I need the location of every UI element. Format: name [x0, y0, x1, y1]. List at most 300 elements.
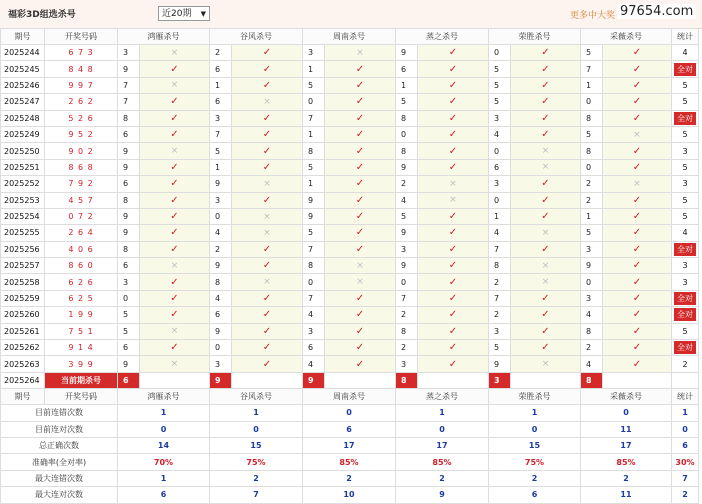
kill-value-cell: 8	[118, 110, 140, 126]
kill-value-cell: 2	[396, 340, 418, 356]
check-icon: ✓	[632, 342, 642, 354]
kill-value-cell: 0	[581, 159, 603, 175]
result-cell	[140, 77, 210, 93]
result-cell	[325, 126, 396, 142]
result-cell	[511, 356, 581, 372]
stat-value: 11	[581, 487, 672, 503]
check-icon: ✓	[355, 309, 365, 321]
kill-value-cell: 9	[118, 61, 140, 77]
stat-value: 0	[118, 421, 210, 437]
stats-row	[1, 421, 699, 437]
period-cell: 2025245	[1, 61, 45, 77]
kill-value-cell: 8	[489, 258, 511, 274]
col-method: 谷风杀号	[210, 389, 303, 405]
kill-value-cell: 3	[489, 176, 511, 192]
col-total: 统计	[672, 29, 699, 45]
kill-value-cell: 7	[396, 290, 418, 306]
total-cell	[672, 274, 699, 290]
col-method: 鸿雁杀号	[118, 29, 210, 45]
check-icon: ✓	[448, 325, 458, 337]
kill-value-cell: 1	[396, 77, 418, 93]
table-row	[1, 126, 699, 142]
table-row	[1, 323, 699, 339]
period-cell: 2025261	[1, 323, 45, 339]
total-value: 5	[682, 326, 688, 336]
stat-label: 目前连错次数	[1, 405, 118, 421]
period-cell: 2025246	[1, 77, 45, 93]
check-icon: ✓	[448, 293, 458, 305]
stat-label: 目前连对次数	[1, 421, 118, 437]
kill-value-cell: 9	[210, 176, 232, 192]
check-icon: ✓	[632, 47, 642, 59]
result-cell	[325, 110, 396, 126]
col-number: 开奖号码	[45, 389, 118, 405]
draw-number-cell: 4 5 7	[45, 192, 118, 208]
result-cell	[232, 208, 303, 224]
stat-value: 17	[303, 437, 396, 453]
kill-value-cell: 6	[210, 61, 232, 77]
check-icon: ✓	[170, 63, 179, 75]
kill-value-cell: 4	[210, 290, 232, 306]
result-cell	[232, 323, 303, 339]
result-cell	[325, 159, 396, 175]
total-value: 3	[682, 179, 688, 189]
kill-value-cell: 4	[303, 307, 325, 323]
total-cell	[672, 258, 699, 274]
kill-value-cell: 8	[396, 323, 418, 339]
kill-value-cell: 7	[303, 290, 325, 306]
check-icon: ✓	[448, 112, 458, 124]
check-icon: ✓	[170, 293, 179, 305]
kill-value-cell: 7	[118, 94, 140, 110]
check-icon: ✓	[448, 145, 458, 157]
watermark: 97654.com	[617, 4, 696, 19]
kill-value-cell: 2	[489, 274, 511, 290]
stat-value: 6	[118, 487, 210, 503]
result-cell	[140, 176, 210, 192]
check-icon: ✓	[170, 129, 179, 141]
result-cell	[511, 77, 581, 93]
cross-icon: ×	[356, 260, 364, 271]
total-cell	[672, 340, 699, 356]
kill-value-cell: 7	[489, 290, 511, 306]
result-cell	[140, 45, 210, 61]
result-cell	[232, 159, 303, 175]
total-value: 3	[682, 261, 688, 271]
kill-value-cell: 2	[210, 45, 232, 61]
total-cell	[672, 61, 699, 77]
stat-value: 85%	[303, 454, 396, 470]
result-cell	[232, 241, 303, 257]
draw-number-cell: 6 7 3	[45, 45, 118, 61]
check-icon: ✓	[262, 325, 272, 337]
check-icon: ✓	[262, 47, 272, 59]
kill-value-cell: 5	[489, 77, 511, 93]
cross-icon: ×	[541, 359, 550, 370]
table-row	[1, 159, 699, 175]
result-cell	[418, 307, 489, 323]
check-icon: ✓	[262, 194, 272, 206]
draw-number-cell: 5 2 6	[45, 110, 118, 126]
kill-value-cell: 8	[303, 258, 325, 274]
kill-value-cell: 7	[210, 126, 232, 142]
kill-value-cell: 5	[303, 159, 325, 175]
result-cell	[418, 143, 489, 159]
empty-cell	[672, 372, 699, 388]
result-cell	[603, 258, 672, 274]
result-cell	[140, 241, 210, 257]
kill-value-cell: 8	[118, 241, 140, 257]
check-icon: ✓	[448, 342, 458, 354]
cross-icon: ×	[633, 129, 641, 140]
result-cell	[232, 94, 303, 110]
total-cell	[672, 176, 699, 192]
result-cell	[232, 356, 303, 372]
result-cell	[511, 323, 581, 339]
kill-value-cell: 9	[396, 45, 418, 61]
kill-value-cell: 7	[303, 241, 325, 257]
cross-icon: ×	[356, 47, 364, 58]
check-icon: ✓	[541, 47, 550, 59]
check-icon: ✓	[448, 96, 458, 108]
check-icon: ✓	[632, 309, 642, 321]
result-cell	[232, 307, 303, 323]
current-kill-value: 6	[118, 372, 140, 388]
result-cell	[418, 241, 489, 257]
result-cell	[232, 258, 303, 274]
result-cell	[232, 290, 303, 306]
stat-value: 2	[396, 470, 489, 486]
result-cell	[232, 61, 303, 77]
col-method: 蒸之杀号	[396, 29, 489, 45]
stat-label: 最大连对次数	[1, 487, 118, 503]
kill-value-cell: 5	[396, 208, 418, 224]
kill-value-cell: 8	[396, 110, 418, 126]
result-cell	[603, 126, 672, 142]
result-cell	[140, 143, 210, 159]
result-cell	[325, 356, 396, 372]
current-period-cell: 2025264	[1, 372, 45, 388]
result-cell	[418, 110, 489, 126]
cross-icon: ×	[263, 178, 271, 189]
check-icon: ✓	[448, 47, 458, 59]
kill-value-cell: 8	[396, 143, 418, 159]
kill-value-cell: 2	[581, 176, 603, 192]
stat-value: 9	[396, 487, 489, 503]
check-icon: ✓	[262, 145, 272, 157]
result-cell	[325, 290, 396, 306]
cross-icon: ×	[541, 146, 550, 157]
result-cell	[232, 126, 303, 142]
result-cell	[140, 126, 210, 142]
empty-cell	[603, 372, 672, 388]
check-icon: ✓	[541, 243, 550, 255]
total-cell	[672, 192, 699, 208]
check-icon: ✓	[541, 79, 550, 91]
check-icon: ✓	[632, 161, 642, 173]
check-icon: ✓	[632, 227, 642, 239]
stat-value: 10	[303, 487, 396, 503]
result-cell	[418, 77, 489, 93]
total-value: 5	[682, 162, 688, 172]
kill-value-cell: 0	[489, 143, 511, 159]
total-cell	[672, 323, 699, 339]
kill-value-cell: 9	[210, 323, 232, 339]
kill-value-cell: 0	[210, 340, 232, 356]
total-cell	[672, 94, 699, 110]
total-cell	[672, 307, 699, 323]
check-icon: ✓	[262, 63, 272, 75]
check-icon: ✓	[355, 79, 365, 91]
result-cell	[418, 258, 489, 274]
table-body	[1, 29, 699, 504]
check-icon: ✓	[355, 161, 365, 173]
period-select[interactable]	[158, 6, 210, 21]
check-icon: ✓	[541, 194, 550, 206]
table-row	[1, 45, 699, 61]
kill-value-cell: 1	[210, 159, 232, 175]
result-cell	[325, 94, 396, 110]
check-icon: ✓	[632, 194, 642, 206]
col-method: 蒸之杀号	[396, 389, 489, 405]
kill-value-cell: 8	[581, 323, 603, 339]
kill-value-cell: 6	[210, 94, 232, 110]
check-icon: ✓	[541, 129, 550, 141]
stat-value: 1	[118, 470, 210, 486]
kill-value-cell: 0	[581, 274, 603, 290]
kill-value-cell: 4	[303, 356, 325, 372]
total-cell	[672, 110, 699, 126]
empty-cell	[232, 372, 303, 388]
draw-number-cell: 9 9 7	[45, 77, 118, 93]
all-correct-badge: 全对	[674, 292, 696, 305]
stat-value: 11	[581, 421, 672, 437]
stat-total: 2	[672, 487, 699, 503]
result-cell	[418, 208, 489, 224]
table-row	[1, 258, 699, 274]
result-cell	[325, 143, 396, 159]
total-cell	[672, 290, 699, 306]
stat-value: 15	[489, 437, 581, 453]
result-cell	[232, 143, 303, 159]
kill-value-cell: 9	[303, 208, 325, 224]
total-cell	[672, 126, 699, 142]
draw-number-cell: 4 0 6	[45, 241, 118, 257]
kill-value-cell: 9	[489, 356, 511, 372]
kill-value-cell: 3	[396, 356, 418, 372]
check-icon: ✓	[448, 63, 458, 75]
period-cell: 2025262	[1, 340, 45, 356]
draw-number-cell: 3 9 9	[45, 356, 118, 372]
header-row	[1, 29, 699, 45]
result-cell	[140, 258, 210, 274]
kill-value-cell: 1	[303, 126, 325, 142]
all-correct-badge: 全对	[674, 243, 696, 256]
check-icon: ✓	[355, 112, 365, 124]
kill-value-cell: 0	[303, 94, 325, 110]
col-method: 周南杀号	[303, 389, 396, 405]
kill-value-cell: 4	[581, 307, 603, 323]
stat-total: 6	[672, 437, 699, 453]
kill-value-cell: 3	[581, 241, 603, 257]
result-cell	[603, 356, 672, 372]
kill-value-cell: 5	[118, 323, 140, 339]
result-cell	[603, 323, 672, 339]
result-cell	[603, 61, 672, 77]
stat-value: 7	[210, 487, 303, 503]
period-cell: 2025259	[1, 290, 45, 306]
all-correct-badge: 全对	[674, 308, 696, 321]
kill-value-cell: 9	[303, 192, 325, 208]
kill-value-cell: 9	[396, 159, 418, 175]
stat-value: 1	[489, 405, 581, 421]
result-cell	[325, 258, 396, 274]
check-icon: ✓	[448, 129, 458, 141]
check-icon: ✓	[632, 79, 642, 91]
result-cell	[511, 241, 581, 257]
kill-value-cell: 6	[303, 340, 325, 356]
more-link[interactable]: 更多中大奖	[570, 11, 616, 21]
kill-value-cell: 1	[303, 176, 325, 192]
result-cell	[325, 77, 396, 93]
result-cell	[511, 61, 581, 77]
result-cell	[511, 143, 581, 159]
cross-icon: ×	[356, 277, 364, 288]
kill-value-cell: 3	[210, 192, 232, 208]
stat-value: 1	[210, 405, 303, 421]
result-cell	[325, 61, 396, 77]
cross-icon: ×	[263, 96, 271, 107]
stat-value: 0	[581, 405, 672, 421]
result-cell	[418, 61, 489, 77]
check-icon: ✓	[355, 178, 365, 190]
kill-value-cell: 6	[118, 126, 140, 142]
check-icon: ✓	[632, 276, 642, 288]
stat-total: 0	[672, 421, 699, 437]
draw-number-cell: 7 5 1	[45, 323, 118, 339]
result-cell	[603, 77, 672, 93]
kill-value-cell: 6	[118, 176, 140, 192]
kill-value-cell: 9	[118, 159, 140, 175]
period-cell: 2025251	[1, 159, 45, 175]
result-cell	[232, 110, 303, 126]
current-kill-label: 当前期杀号	[45, 372, 118, 388]
kill-value-cell: 3	[210, 356, 232, 372]
current-kill-value: 3	[489, 372, 511, 388]
total-value: 3	[682, 277, 688, 287]
kill-value-cell: 6	[489, 159, 511, 175]
stat-label: 总正确次数	[1, 437, 118, 453]
stats-header-row	[1, 389, 699, 405]
kill-value-cell: 8	[303, 143, 325, 159]
result-cell	[511, 176, 581, 192]
kill-value-cell: 4	[210, 225, 232, 241]
period-cell: 2025250	[1, 143, 45, 159]
result-cell	[325, 208, 396, 224]
kill-value-cell: 5	[489, 61, 511, 77]
current-kill-value: 9	[210, 372, 232, 388]
col-number: 开奖号码	[45, 29, 118, 45]
col-method: 采薇杀号	[581, 389, 672, 405]
kill-value-cell: 2	[581, 340, 603, 356]
stat-total: 7	[672, 470, 699, 486]
result-cell	[418, 290, 489, 306]
cross-icon: ×	[541, 260, 550, 271]
stat-value: 2	[303, 470, 396, 486]
kill-value-cell: 7	[118, 77, 140, 93]
table-row	[1, 192, 699, 208]
kill-value-cell: 7	[581, 61, 603, 77]
result-cell	[603, 176, 672, 192]
check-icon: ✓	[541, 309, 550, 321]
col-method: 荣胜杀号	[489, 29, 581, 45]
kill-value-cell: 8	[118, 192, 140, 208]
kill-value-cell: 7	[489, 241, 511, 257]
kill-value-cell: 9	[396, 225, 418, 241]
result-cell	[140, 94, 210, 110]
empty-cell	[511, 372, 581, 388]
draw-number-cell: 9 5 2	[45, 126, 118, 142]
kill-value-cell: 8	[581, 110, 603, 126]
col-method: 谷风杀号	[210, 29, 303, 45]
check-icon: ✓	[170, 178, 179, 190]
kill-value-cell: 2	[396, 307, 418, 323]
period-cell: 2025263	[1, 356, 45, 372]
draw-number-cell: 2 6 2	[45, 94, 118, 110]
cross-icon: ×	[170, 47, 179, 58]
check-icon: ✓	[355, 293, 365, 305]
result-cell	[603, 290, 672, 306]
kill-value-cell: 1	[581, 208, 603, 224]
kill-value-cell: 3	[303, 45, 325, 61]
table-row	[1, 241, 699, 257]
all-correct-badge: 全对	[674, 112, 696, 125]
check-icon: ✓	[170, 211, 179, 223]
current-kill-value: 9	[303, 372, 325, 388]
period-cell: 2025257	[1, 258, 45, 274]
check-icon: ✓	[355, 227, 365, 239]
result-cell	[511, 274, 581, 290]
kill-value-cell: 5	[489, 340, 511, 356]
stat-value: 1	[118, 405, 210, 421]
check-icon: ✓	[632, 112, 642, 124]
result-cell	[603, 340, 672, 356]
kill-value-cell: 9	[581, 258, 603, 274]
check-icon: ✓	[632, 260, 642, 272]
kill-value-cell: 1	[210, 77, 232, 93]
check-icon: ✓	[355, 325, 365, 337]
check-icon: ✓	[170, 342, 179, 354]
result-cell	[603, 208, 672, 224]
result-cell	[418, 159, 489, 175]
empty-cell	[325, 372, 396, 388]
result-cell	[603, 110, 672, 126]
kill-value-cell: 8	[581, 143, 603, 159]
result-cell	[511, 126, 581, 142]
check-icon: ✓	[632, 96, 642, 108]
check-icon: ✓	[632, 243, 642, 255]
result-cell	[511, 225, 581, 241]
kill-value-cell: 3	[118, 274, 140, 290]
stat-total: 30%	[672, 454, 699, 470]
result-cell	[511, 159, 581, 175]
kill-value-cell: 5	[396, 94, 418, 110]
result-cell	[325, 176, 396, 192]
result-cell	[511, 258, 581, 274]
period-cell: 2025260	[1, 307, 45, 323]
result-cell	[603, 159, 672, 175]
kill-value-cell: 2	[581, 192, 603, 208]
